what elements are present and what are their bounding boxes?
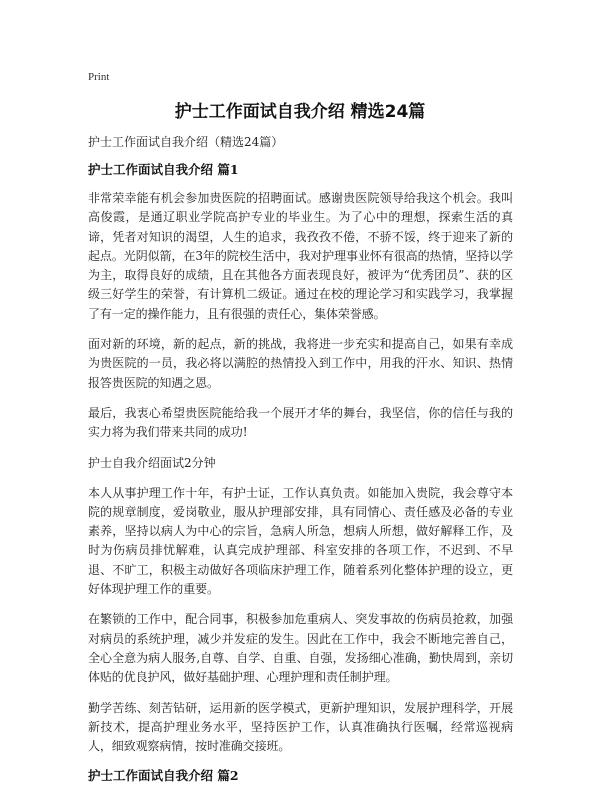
paragraph: 面对新的环境，新的起点，新的挑战，我将进一步充实和提高自己，如果有幸成为贵医院的一员，我必将以满腔的热情投入到工作中，用我的汗水、知识、热情报答贵医院的知遇之恩。 <box>88 337 513 390</box>
paragraph: 本人从事护理工作十年，有护士证，工作认真负责。如能加入贵院，我会尊守本院的规章制度，爱岗敬业，服从护理部安排，具有同情心、责任感及必备的专业素养，坚持以病人为中心的宗旨，急病人所急，想病人所想，做好解释工作，及时为伤病员排忧解难，认真完成护理部、科室安排的各项工作，不迟到、不早退、不旷工，积极主动做好各项临床护理工作，随着系列化整体护理的设立，更好体现护理工作的重要。 <box>88 485 513 597</box>
paragraph: 最后，我衷心希望贵医院能给我一个展开才华的舞台，我坚信，你的信任与我的实力将为我们带来共同的成功! <box>88 405 513 440</box>
section-heading-2: 护士工作面试自我介绍 篇2 <box>88 768 239 784</box>
paragraph: 非常荣幸能有机会参加贵医院的招聘面试。感谢贵医院领导给我这个机会。我叫高俊霞，是通辽职业学院高护专业的毕业生。为了心中的理想，探索生活的真谛，凭者对知识的渴望，人生的追求，我孜孜不倦，不骄不馁，终于迎来了新的起点。光阴似箭，在3年的院校生活中，我对护理事业怀有很高的热情，坚持以学为主，取得良好的成绩，且在其他各方面表现良好，被评为“优秀团员”、获的区级三好学生的荣誉，有计算机二级证。通过在校的理论学习和实践学习，我掌握了有一定的操作能力，且有很强的责任心，集体荣誉感。 <box>88 191 513 321</box>
document-title: 护士工作面试自我介绍 精选24篇 <box>174 102 426 122</box>
document-subtitle: 护士工作面试自我介绍（精选24篇） <box>88 135 284 149</box>
document-body <box>88 133 513 795</box>
paragraph: 勤学苦练、刻苦钻研，运用新的医学模式，更新护理知识，发展护理科学，开展新技术，提高护理业务水平，坚持医护工作，认真准确执行医嘱，经常巡视病人，细致观察病情，按时准确交接班。 <box>88 700 513 754</box>
print-label[interactable]: Print <box>88 71 110 83</box>
section-heading-1: 护士工作面试自我介绍 篇1 <box>88 162 239 177</box>
paragraph: 在繁锁的工作中，配合同事，积极参加危重病人、突发事故的伤病员抢救，加强对病员的系统护理，减少并发症的发生。因此在工作中，我会不断地完善自己，全心全意为病人服务,自尊、自学、自重、自强，发扬细心准确，勤快周到，亲切体贴的优良护风，做好基础护理、心理护理和责任制护理。 <box>88 612 513 685</box>
subsection-heading: 护士自我介绍面试2分钟 <box>88 455 216 470</box>
